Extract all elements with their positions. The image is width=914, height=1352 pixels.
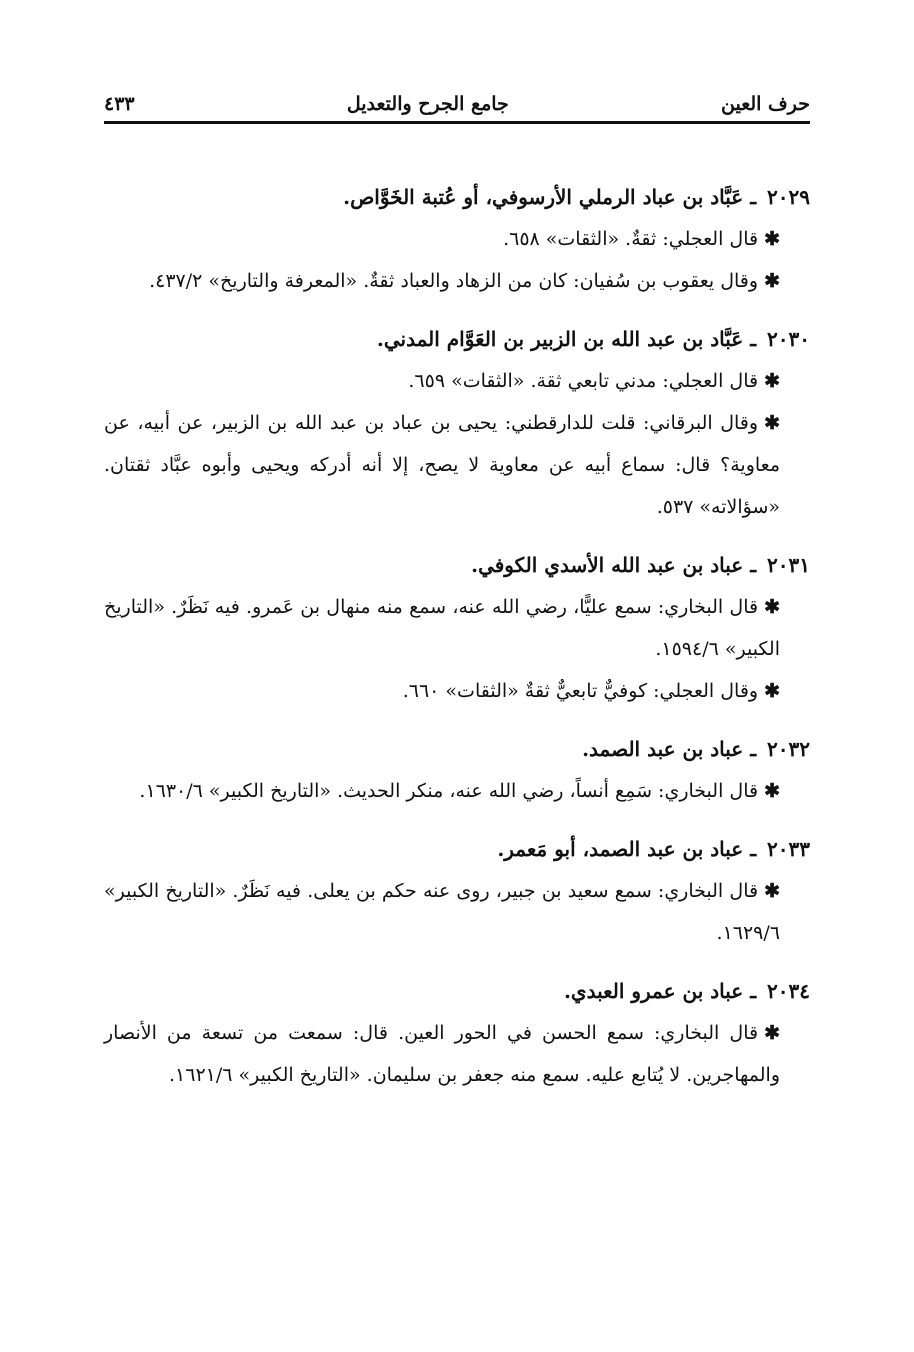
asterisk-icon: ✱ [764,880,780,902]
asterisk-icon: ✱ [764,1022,780,1044]
quote-text: قال البخاري: سمع عليًّا، رضي الله عنه، سمع منه منهال بن عَمرو. فيه نَظَرٌ. «التاريخ الكبير» ١٥٩٤/٦. [104,596,780,660]
header-rule [104,121,810,124]
asterisk-icon: ✱ [764,412,780,434]
entry-title [104,176,810,218]
quote-text: قال البخاري: سمع الحسن في الحور العين. قال: سمعت من تسعة من الأنصار والمهاجرين. لا يُتابع عليه. سمع منه جعفر بن سليمان. «التاريخ الكبير» ١٦٢١/٦. [104,1022,780,1086]
quote [104,218,810,260]
quote [104,402,810,528]
entry-title [104,970,810,1012]
entry-number: ٢٠٢٩ [767,185,810,209]
entry-name: ـ عباد بن عبد الصمد. [582,737,757,761]
entry-number: ٢٠٣١ [767,553,810,577]
entry-name: ـ عباد بن عبد الله الأسدي الكوفي. [471,553,757,577]
asterisk-icon: ✱ [764,780,780,802]
entry-number: ٢٠٣٣ [767,837,810,861]
asterisk-icon: ✱ [764,270,780,292]
quote-text: وقال يعقوب بن سُفيان: كان من الزهاد والعباد ثقةٌ. «المعرفة والتاريخ» ٤٣٧/٢. [149,270,759,292]
entry-title [104,544,810,586]
entry-title [104,318,810,360]
entry [104,728,810,812]
entry [104,970,810,1096]
quote-text: وقال العجلي: كوفيٌّ تابعيٌّ ثقةٌ «الثقات» ٦٦٠. [402,680,759,702]
quote [104,260,810,302]
page-body [104,176,810,1112]
entry [104,176,810,302]
entry [104,544,810,712]
asterisk-icon: ✱ [764,596,780,618]
entry-number: ٢٠٣٠ [767,327,810,351]
quote-text: قال البخاري: سَمِع أنساً، رضي الله عنه، منكر الحديث. «التاريخ الكبير» ١٦٣٠/٦. [139,780,759,802]
entry-title [104,728,810,770]
quote [104,770,810,812]
entry [104,828,810,954]
entry-number: ٢٠٣٢ [767,737,810,761]
asterisk-icon: ✱ [764,680,780,702]
entry-name: ـ عَبَّاد بن عباد الرملي الأرسوفي، أو عُتبة الخَوَّاص. [343,185,757,209]
entry [104,318,810,528]
page-number: ٤٣٣ [104,93,135,115]
entry-name: ـ عَبَّاد بن عبد الله بن الزبير بن العَوَّام المدني. [376,327,757,351]
entry-title [104,828,810,870]
quote [104,870,810,954]
quote-text: قال العجلي: ثقةٌ. «الثقات» ٦٥٨. [503,228,759,250]
quote-text: قال البخاري: سمع سعيد بن جبير، روى عنه حكم بن يعلى. فيه نَظَرٌ. «التاريخ الكبير» ١٦٢٩/٦. [104,880,780,944]
asterisk-icon: ✱ [764,370,780,392]
section-title: حرف العين [721,93,810,115]
entry-name: ـ عباد بن عبد الصمد، أبو مَعمر. [497,837,757,861]
page-header [104,78,810,118]
book-title: جامع الجرح والتعديل [346,93,509,115]
quote [104,1012,810,1096]
entry-number: ٢٠٣٤ [767,979,810,1003]
quote-text: وقال البرقاني: قلت للدارقطني: يحيى بن عباد بن عبد الله بن الزبير، عن أبيه، عن معاوية؟ قال: سماع أبيه عن معاوية لا يصح، إلا أنه أدركه ويحيى وأبوه عبَّاد ثقتان. «سؤالاته» ٥٣٧. [104,412,780,518]
asterisk-icon: ✱ [764,228,780,250]
quote [104,586,810,670]
quote-text: قال العجلي: مدني تابعي ثقة. «الثقات» ٦٥٩. [408,370,759,392]
quote [104,670,810,712]
entry-name: ـ عباد بن عمرو العبدي. [563,979,757,1003]
quote [104,360,810,402]
